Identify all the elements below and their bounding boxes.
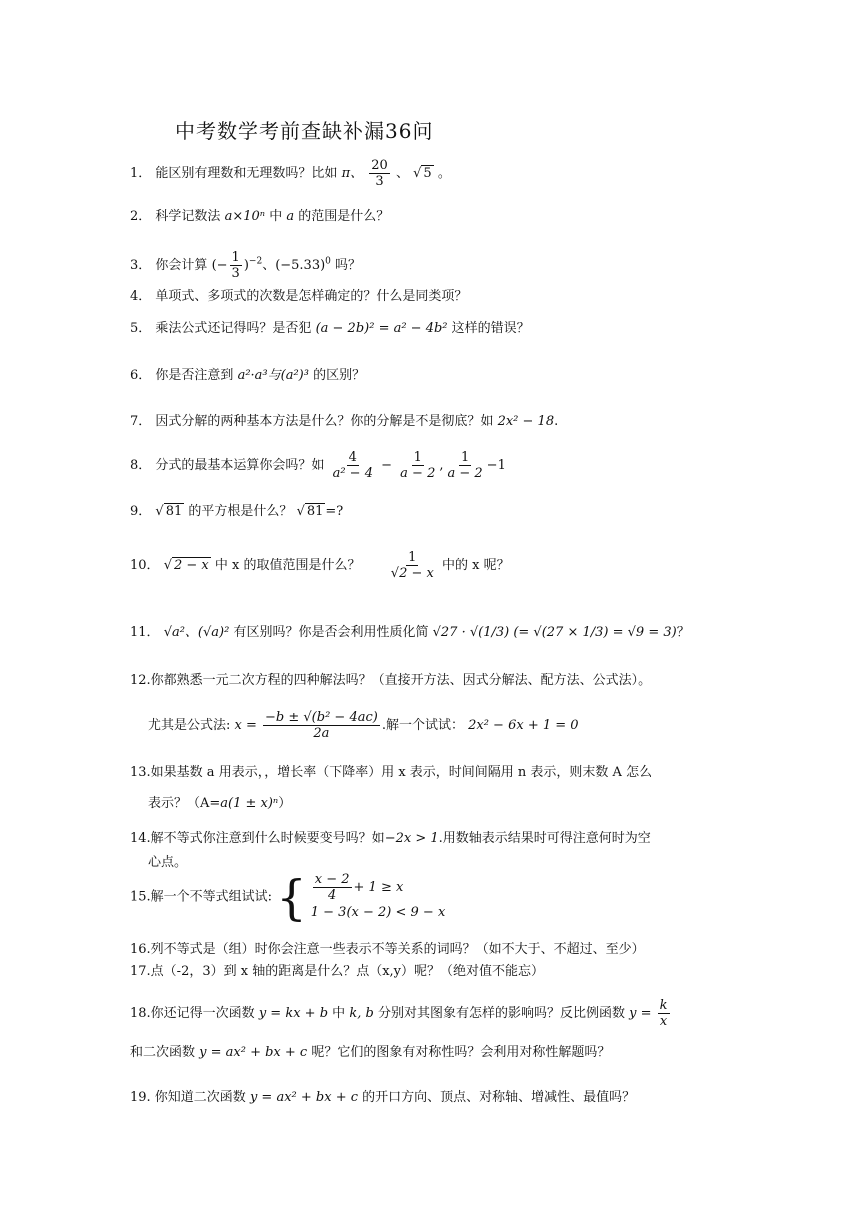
quadratic-formula: $\frac{\text{−b ± √(b² − 4ac)}}{2a}$ bbox=[265, 710, 378, 741]
question-13: 13.如果基数 a 用表示，，增长率（下降率）用 x 表示，时间间隔用 n 表示，则末数 A 怎么 bbox=[130, 765, 653, 780]
question-17: 17.点（-2，3）到 x 轴的距离是什么？点（x,y）呢？（绝对值不能忘） bbox=[130, 964, 545, 979]
question-number: 7． bbox=[130, 414, 152, 429]
fraction: $\frac{20}{3}$ bbox=[371, 158, 388, 189]
square-root: √ 2 − x bbox=[163, 558, 209, 573]
question-8: 8． 分式的最基本运算你会吗？如 $\frac{4}{\text{a² − 4}}$ − $\frac{1}{a - 2}$ , $\frac{1}{a - 2}$ −1 bbox=[130, 450, 506, 481]
fraction: $\frac{k}{x}$ bbox=[659, 998, 668, 1029]
question-15: 15.解一个不等式组试试: { $\frac{x - 2}{4}$ + 1 ≥ x 1 − 3(x − 2) < 9 − x bbox=[130, 869, 446, 926]
question-12-formula: 尤其是公式法: x = $\frac{\text{−b ± √(b² − 4ac)}}{2a}$ .解一个试试： 2x² − 6x + 1 = 0 bbox=[148, 710, 579, 741]
question-number: 1． bbox=[130, 166, 152, 181]
question-6: 6． 你是否注意到 a²·a³与(a²)³ 的区别？ bbox=[130, 368, 366, 383]
question-1: 1． 能区别有理数和无理数吗？比如 π、 $\frac{20}{3}$ 、 √ 5 。 bbox=[130, 158, 451, 189]
question-9: 9． √ 81 的平方根是什么？ √ 81 =? bbox=[130, 502, 343, 522]
question-number: 10． bbox=[130, 558, 160, 573]
square-root: √ 81 bbox=[296, 504, 324, 519]
question-number: 3． bbox=[130, 258, 152, 273]
question-7: 7． 因式分解的两种基本方法是什么？你的分解是不是彻底？如 2x² − 18. bbox=[130, 414, 559, 429]
question-number: 8． bbox=[130, 458, 152, 473]
question-number: 6． bbox=[130, 368, 152, 383]
square-root: √ 5 bbox=[413, 166, 432, 181]
question-11: 11． √a²、(√a)² 有区别吗？你是否会利用性质化简 √27 · √(1/3) (= √(27 × 1/3) = √9 = 3)？ bbox=[130, 625, 690, 640]
question-5: 5． 乘法公式还记得吗？是否犯 (a − 2b)² = a² − 4b² 这样的错误？ bbox=[130, 321, 530, 336]
page-title: 中考数学考前查缺补漏36问 bbox=[175, 119, 434, 143]
question-10: 10． √ 2 − x 中 x 的取值范围是什么？ $\frac{1}{√2 - x}$ 中的 x 呢？ bbox=[130, 550, 510, 581]
question-number: 4． bbox=[130, 289, 152, 304]
question-14: 14.解不等式你注意到什么时候要变号吗？如−2x > 1.用数轴表示结果时可得注意何时为空 bbox=[130, 831, 651, 846]
question-18-line2: 和二次函数 y = ax² + bx + c 呢？它们的图象有对称性吗？会利用对称性解题吗？ bbox=[130, 1045, 611, 1060]
question-number: 9． bbox=[130, 504, 152, 519]
square-root: √ 81 bbox=[155, 504, 183, 519]
fraction: $\frac{1}{a - 2}$ bbox=[447, 450, 483, 481]
fraction: $\frac{1}{a - 2}$ bbox=[400, 450, 436, 481]
question-number: 11． bbox=[130, 625, 160, 640]
brace-icon: { bbox=[276, 869, 307, 926]
fraction: $\frac{x - 2}{4}$ bbox=[314, 872, 350, 903]
question-18: 18.你还记得一次函数 y = kx + b 中 k, b 分别对其图象有怎样的影响吗？反比例函数 y = $\frac{k}{x}$ bbox=[130, 998, 668, 1029]
question-12: 12.你都熟悉一元二次方程的四种解法吗？（直接开方法、因式分解法、配方法、公式法）。 bbox=[130, 673, 652, 688]
question-3: 3． 你会计算 (− $\frac{1}{3}$ )$^{-2}$、$(-5.33)^0$ 吗？ bbox=[130, 250, 362, 281]
question-number: 2． bbox=[130, 209, 152, 224]
question-14-line2: 心点。 bbox=[148, 855, 188, 870]
question-19: 19. 你知道二次函数 y = ax² + bx + c 的开口方向、顶点、对称轴、增减性、最值吗？ bbox=[130, 1090, 636, 1105]
question-13-line2: 表示？（A=a(1 ± x)ⁿ） bbox=[148, 796, 292, 811]
question-4: 4． 单项式、多项式的次数是怎样确定的？什么是同类项？ bbox=[130, 289, 468, 304]
inequality-system: { $\frac{x - 2}{4}$ + 1 ≥ x 1 − 3(x − 2) < 9 − x bbox=[276, 869, 446, 926]
fraction: $\frac{4}{\text{a² − 4}}$ bbox=[332, 450, 373, 481]
question-16: 16.列不等式是（组）时你会注意一些表示不等关系的词吗？（如不大于、不超过、至少） bbox=[130, 942, 645, 957]
fraction: $\frac{1}{√2 - x}$ bbox=[390, 550, 434, 581]
question-number: 5． bbox=[130, 321, 152, 336]
question-2: 2． 科学记数法 a×10ⁿ 中 a 的范围是什么？ bbox=[130, 209, 390, 224]
fraction: $\frac{1}{3}$ bbox=[231, 250, 240, 281]
